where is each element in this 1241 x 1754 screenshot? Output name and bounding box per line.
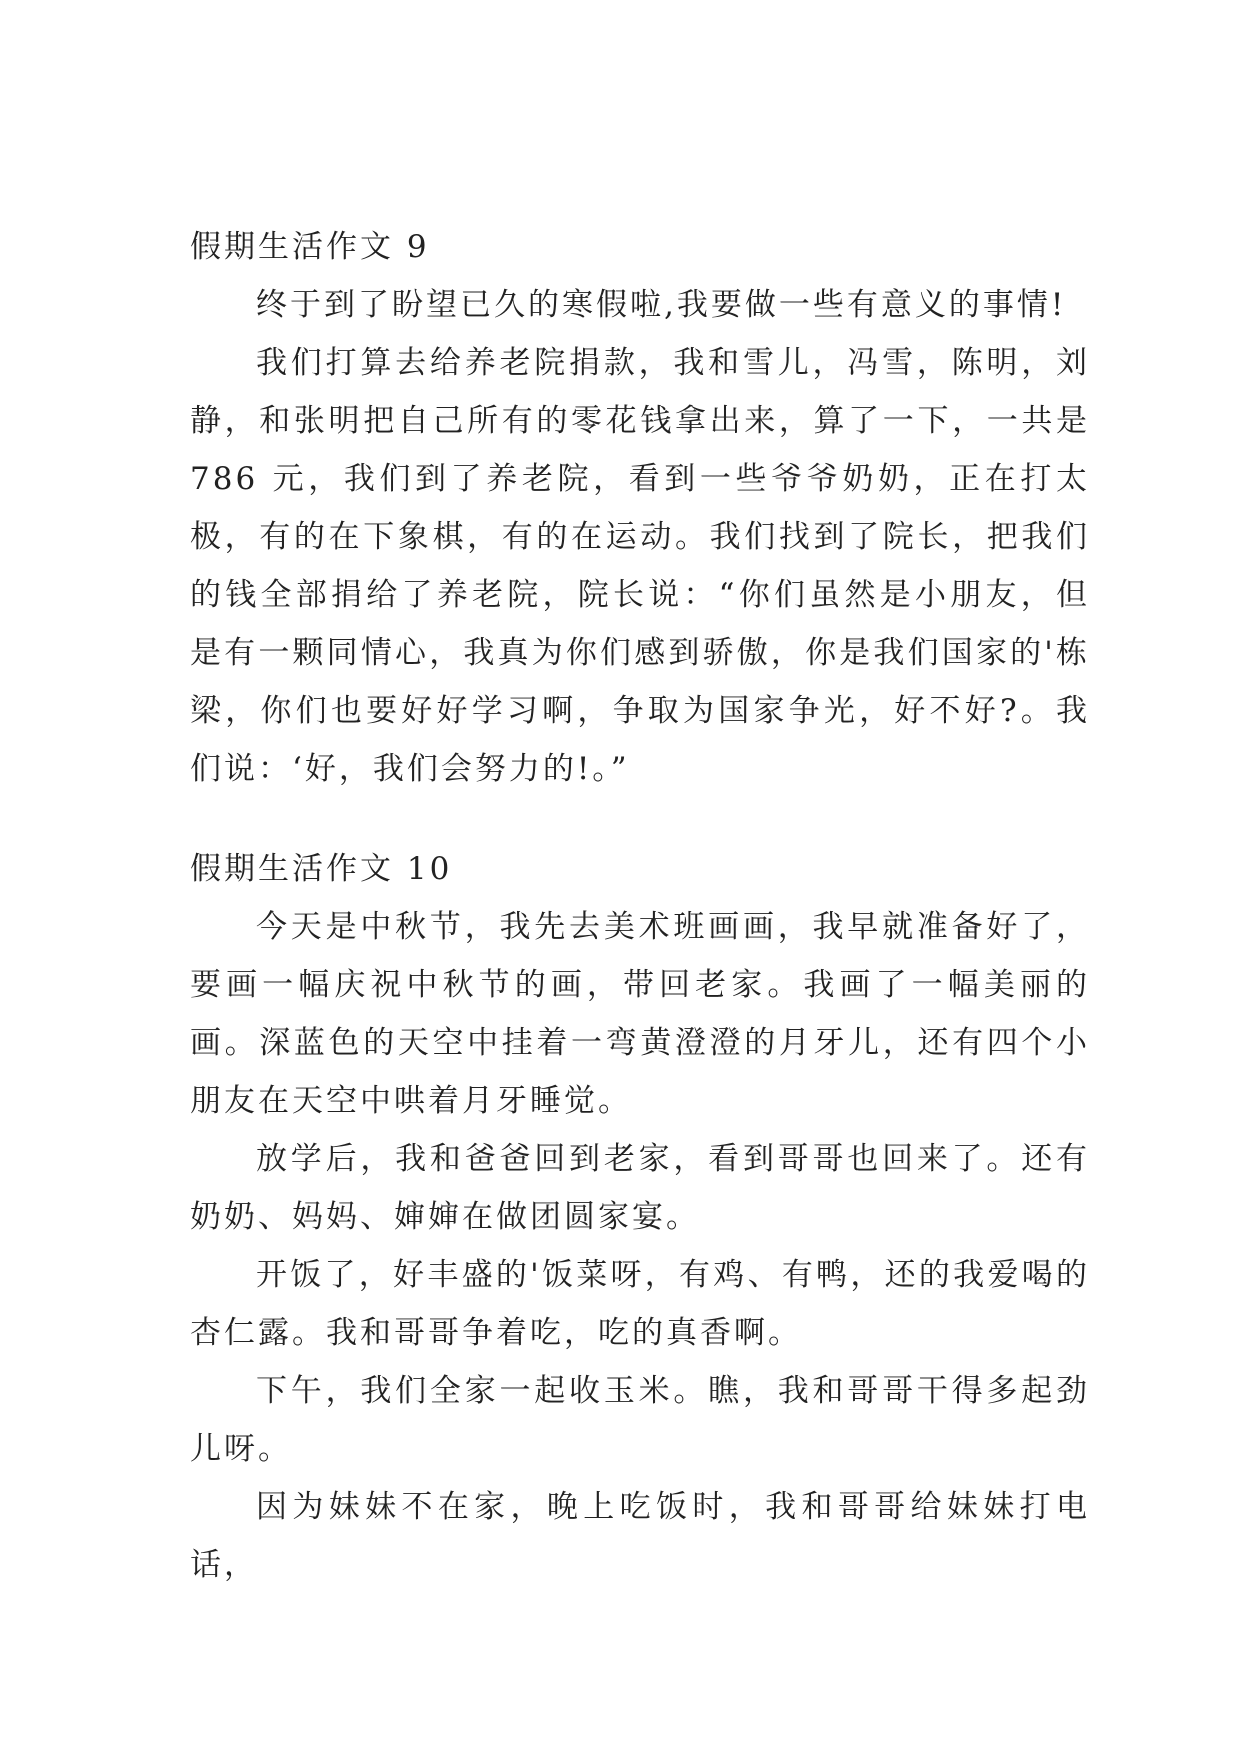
essay-paragraph: 因为妹妹不在家，晚上吃饭时，我和哥哥给妹妹打电话， bbox=[190, 1489, 1090, 1583]
essay-paragraph: 我们打算去给养老院捐款，我和雪儿，冯雪，陈明，刘静，和张明把自己所有的零花钱拿出来，算了一下，一共是 786 元，我们到了养老院，看到一些爷爷奶奶，正在打太极，有的在下象棋，有的在运动。我们找到了院长，把我们的钱全部捐给了养老院，院长说：“你们虽然是小朋友，但是有一颗同情心，我真为你们感到骄傲，你是我们国家的'栋梁，你们也要好好学习啊，争取为国家争光，好不好?。我们说：‘好，我们会努力的!。” bbox=[190, 345, 1090, 787]
essay-paragraph: 终于到了盼望已久的寒假啦,我要做一些有意义的事情! bbox=[256, 287, 1067, 323]
essay-title: 假期生活作文 10 bbox=[190, 851, 453, 887]
essay-10 bbox=[190, 840, 1090, 1594]
essay-paragraph: 下午，我们全家一起收玉米。瞧，我和哥哥干得多起劲儿呀。 bbox=[190, 1373, 1090, 1467]
essay-9 bbox=[190, 218, 1090, 798]
essay-title: 假期生活作文 9 bbox=[190, 229, 430, 265]
document-page bbox=[190, 218, 1090, 1594]
essay-paragraph: 开饭了，好丰盛的'饭菜呀，有鸡、有鸭，还的我爱喝的杏仁露。我和哥哥争着吃，吃的真香啊。 bbox=[190, 1257, 1090, 1351]
essay-paragraph: 今天是中秋节，我先去美术班画画，我早就准备好了，要画一幅庆祝中秋节的画，带回老家。我画了一幅美丽的画。深蓝色的天空中挂着一弯黄澄澄的月牙儿，还有四个小朋友在天空中哄着月牙睡觉。 bbox=[190, 909, 1090, 1119]
essay-paragraph: 放学后，我和爸爸回到老家，看到哥哥也回来了。还有奶奶、妈妈、婶婶在做团圆家宴。 bbox=[190, 1141, 1090, 1235]
